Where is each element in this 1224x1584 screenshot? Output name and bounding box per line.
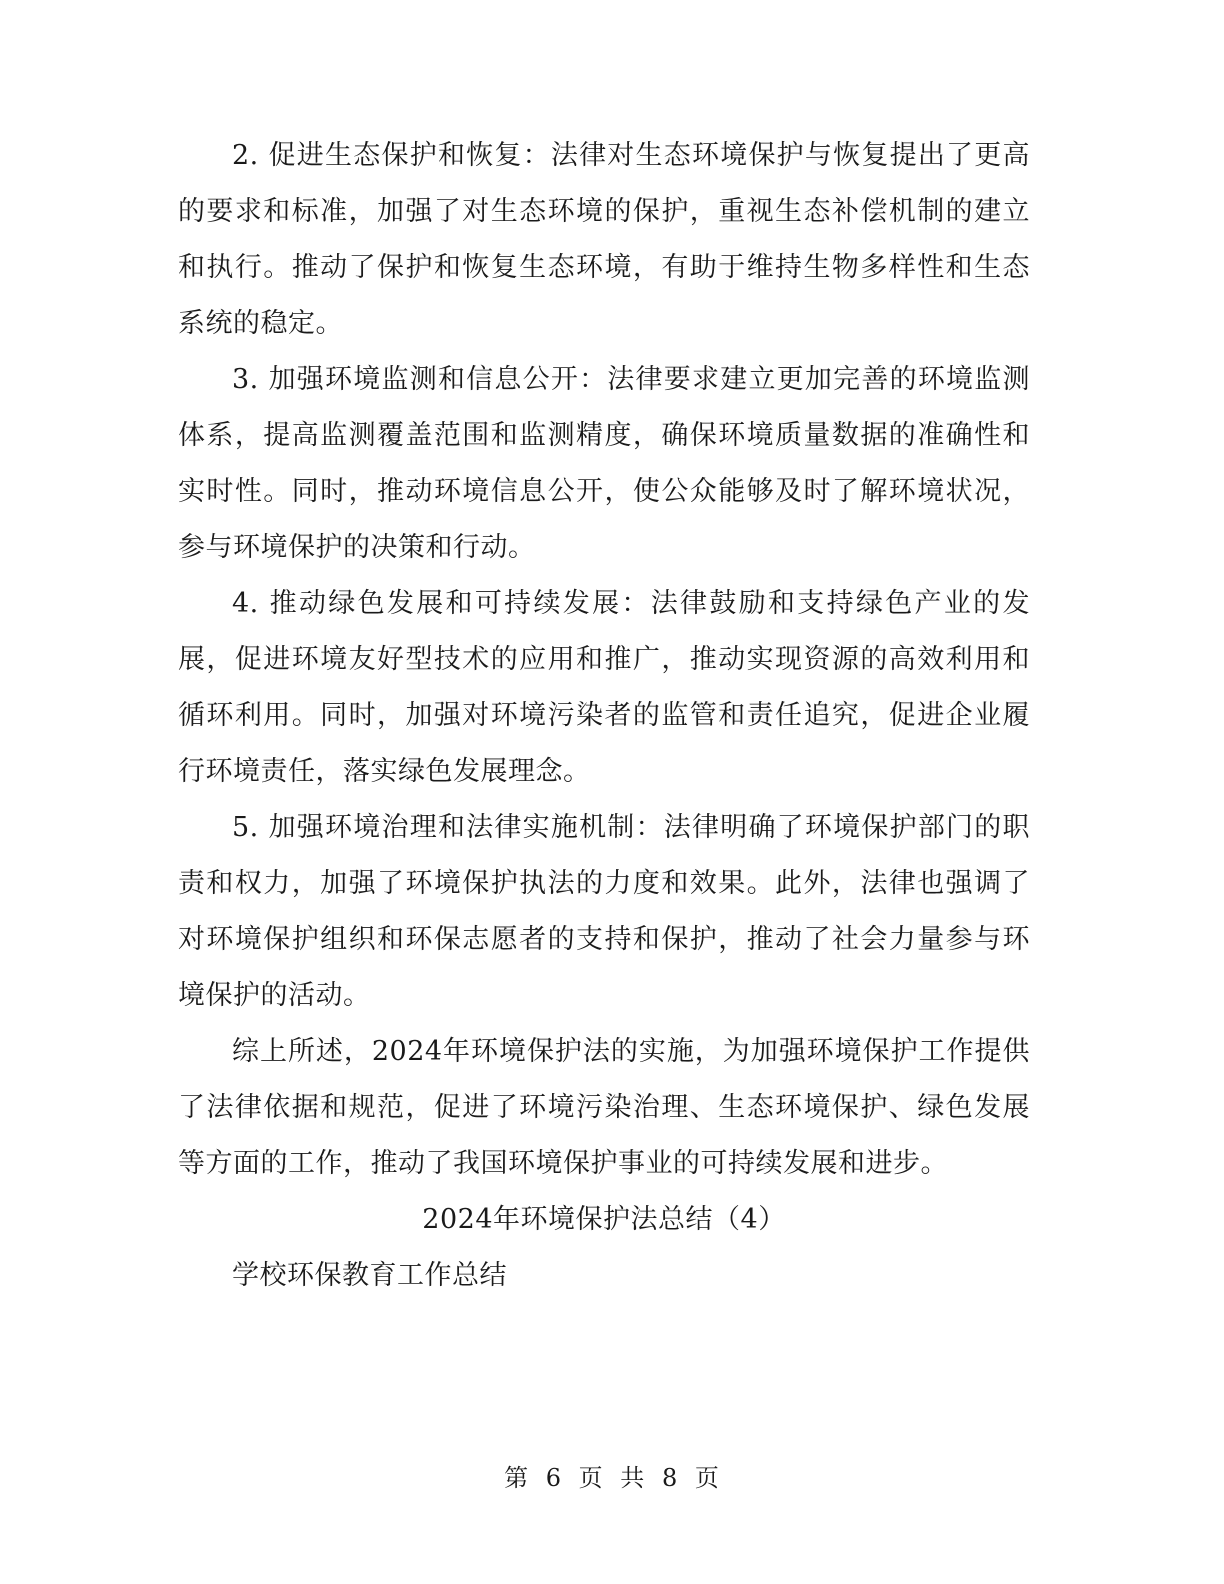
document-body (178, 128, 1030, 1304)
paragraph-item-3: 3. 加强环境监测和信息公开：法律要求建立更加完善的环境监测体系，提高监测覆盖范围和监测精度，确保环境质量数据的准确性和实时性。同时，推动环境信息公开，使公众能够及时了解环境状况，参与环境保护的决策和行动。 (178, 364, 1030, 563)
section-title: 2024年环境保护法总结（4） (422, 1204, 786, 1235)
page-footer: 第 6 页 共 8 页 (504, 1464, 720, 1492)
paragraph-item-4: 4. 推动绿色发展和可持续发展：法律鼓励和支持绿色产业的发展，促进环境友好型技术的应用和推广，推动实现资源的高效利用和循环利用。同时，加强对环境污染者的监管和责任追究，促进企业履行环境责任，落实绿色发展理念。 (178, 588, 1030, 787)
paragraph-item-2: 2. 促进生态保护和恢复：法律对生态环境保护与恢复提出了更高的要求和标准，加强了对生态环境的保护，重视生态补偿机制的建立和执行。推动了保护和恢复生态环境，有助于维持生物多样性和生态系统的稳定。 (178, 140, 1030, 339)
paragraph-item-5: 5. 加强环境治理和法律实施机制：法律明确了环境保护部门的职责和权力，加强了环境保护执法的力度和效果。此外，法律也强调了对环境保护组织和环保志愿者的支持和保护，推动了社会力量参与环境保护的活动。 (178, 812, 1030, 1011)
section-subtitle: 学校环保教育工作总结 (232, 1260, 507, 1291)
paragraph-summary: 综上所述，2024年环境保护法的实施，为加强环境保护工作提供了法律依据和规范，促进了环境污染治理、生态环境保护、绿色发展等方面的工作，推动了我国环境保护事业的可持续发展和进步。 (178, 1036, 1030, 1179)
